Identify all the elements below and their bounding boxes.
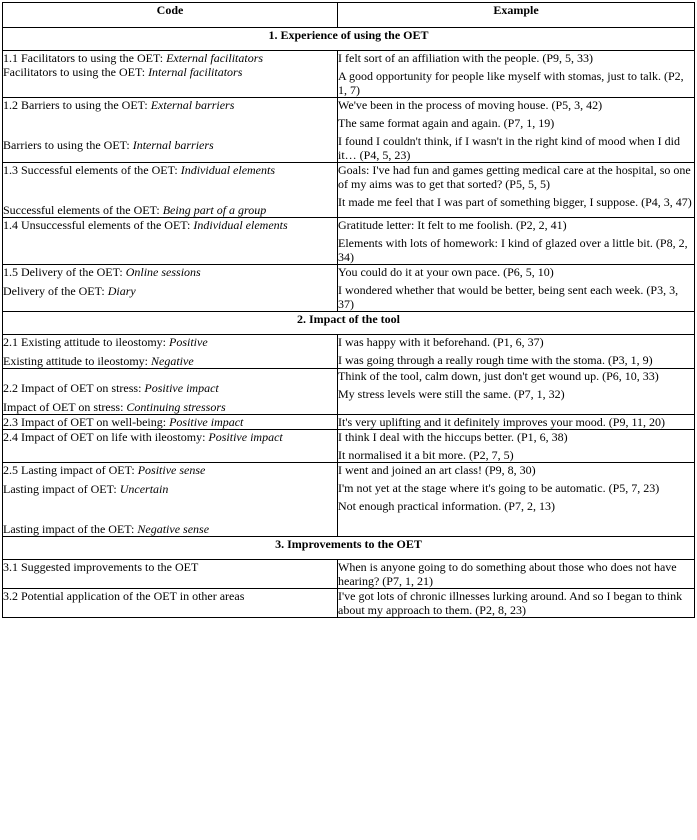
code-prefix: 2.3 Impact of OET on well-being: bbox=[3, 415, 170, 429]
table-row bbox=[3, 589, 695, 618]
example-quote: You could do it at your own pace. (P6, 5, 10) bbox=[338, 265, 554, 279]
code-subtheme: Negative bbox=[151, 354, 194, 368]
code-subtheme: External barriers bbox=[150, 98, 235, 112]
code-line bbox=[3, 482, 337, 496]
table-row bbox=[3, 369, 695, 415]
example-quote: Gratitude letter: It felt to me foolish. (P2, 2, 41) bbox=[338, 218, 567, 232]
header-example: Example bbox=[338, 3, 695, 28]
example-cell bbox=[338, 415, 695, 430]
code-prefix: Successful elements of the OET: bbox=[3, 203, 163, 217]
example-cell bbox=[338, 369, 695, 415]
header-row bbox=[3, 3, 695, 28]
code-prefix: Facilitators to using the OET: bbox=[3, 65, 149, 79]
table-row bbox=[3, 430, 695, 463]
table-row bbox=[3, 415, 695, 430]
example-cell bbox=[338, 265, 695, 312]
code-subtheme: Internal facilitators bbox=[148, 65, 243, 79]
code-cell bbox=[3, 463, 338, 537]
code-prefix: Barriers to using the OET: bbox=[3, 138, 133, 152]
code-line bbox=[3, 65, 337, 79]
table-row bbox=[3, 335, 695, 369]
section-title: 3. Improvements to the OET bbox=[3, 537, 695, 560]
code-line bbox=[3, 265, 337, 279]
code-line bbox=[3, 589, 337, 603]
code-subtheme: Internal barriers bbox=[132, 138, 214, 152]
example-quote: Not enough practical information. (P7, 2, 13) bbox=[338, 499, 555, 513]
code-subtheme: Diary bbox=[107, 284, 136, 298]
table-row bbox=[3, 218, 695, 265]
code-cell bbox=[3, 369, 338, 415]
example-quote: I was going through a really rough time with the stoma. (P3, 1, 9) bbox=[338, 353, 653, 367]
code-line bbox=[3, 218, 337, 232]
code-cell bbox=[3, 589, 338, 618]
code-prefix: 1.5 Delivery of the OET: bbox=[3, 265, 126, 279]
code-subtheme: Negative sense bbox=[137, 522, 210, 536]
code-prefix: 1.3 Successful elements of the OET: bbox=[3, 163, 181, 177]
table-row bbox=[3, 98, 695, 163]
code-prefix: Delivery of the OET: bbox=[3, 284, 108, 298]
code-line bbox=[3, 51, 337, 65]
code-prefix: 3.2 Potential application of the OET in other areas bbox=[3, 589, 245, 603]
example-quote: I went and joined an art class! (P9, 8, 30) bbox=[338, 463, 536, 477]
example-cell bbox=[338, 463, 695, 537]
section-row bbox=[3, 312, 695, 335]
example-quote: I've got lots of chronic illnesses lurking around. And so I began to think about my approach to them. (P2, 8, 23) bbox=[338, 589, 683, 617]
section-row bbox=[3, 537, 695, 560]
code-cell bbox=[3, 415, 338, 430]
spacer bbox=[3, 496, 337, 522]
example-quote: Goals: I've had fun and games getting medical care at the hospital, so one of my aims was to get that sorted? (P5, 5, 5) bbox=[338, 163, 691, 191]
example-cell bbox=[338, 560, 695, 589]
example-quote: My stress levels were still the same. (P7, 1, 32) bbox=[338, 387, 565, 401]
code-line bbox=[3, 203, 337, 217]
code-line bbox=[3, 522, 337, 536]
code-subtheme: Positive sense bbox=[137, 463, 206, 477]
example-cell bbox=[338, 218, 695, 265]
table-row bbox=[3, 463, 695, 537]
spacer bbox=[3, 112, 337, 138]
code-line bbox=[3, 138, 337, 152]
code-subtheme: Positive bbox=[169, 335, 208, 349]
code-subtheme: Positive impact bbox=[169, 415, 244, 429]
code-cell bbox=[3, 163, 338, 218]
code-cell bbox=[3, 51, 338, 98]
code-cell bbox=[3, 218, 338, 265]
example-quote: When is anyone going to do something about those who does not have hearing? (P7, 1, 21) bbox=[338, 560, 677, 588]
code-prefix: 2.4 Impact of OET on life with ileostomy: bbox=[3, 430, 209, 444]
code-cell bbox=[3, 98, 338, 163]
code-prefix: 2.5 Lasting impact of OET: bbox=[3, 463, 138, 477]
example-quote: Elements with lots of homework: I kind of glazed over a little bit. (P8, 2, 34) bbox=[338, 236, 688, 264]
code-subtheme: Individual elements bbox=[193, 218, 288, 232]
example-cell bbox=[338, 335, 695, 369]
code-line bbox=[3, 354, 337, 368]
section-title: 1. Experience of using the OET bbox=[3, 28, 695, 51]
code-cell bbox=[3, 560, 338, 589]
table-row bbox=[3, 163, 695, 218]
coding-table bbox=[2, 2, 695, 618]
code-subtheme: Uncertain bbox=[119, 482, 169, 496]
example-quote: It normalised it a bit more. (P2, 7, 5) bbox=[338, 448, 514, 462]
code-line bbox=[3, 284, 337, 298]
code-prefix: Existing attitude to ileostomy: bbox=[3, 354, 151, 368]
code-prefix: 2.1 Existing attitude to ileostomy: bbox=[3, 335, 169, 349]
section-title: 2. Impact of the tool bbox=[3, 312, 695, 335]
code-line bbox=[3, 400, 337, 414]
code-prefix: 3.1 Suggested improvements to the OET bbox=[3, 560, 199, 574]
example-cell bbox=[338, 430, 695, 463]
code-prefix: 1.4 Unsuccessful elements of the OET: bbox=[3, 218, 194, 232]
code-prefix: 2.2 Impact of OET on stress: bbox=[3, 381, 145, 395]
example-cell bbox=[338, 98, 695, 163]
code-line bbox=[3, 430, 337, 444]
example-quote: I think I deal with the hiccups better. (P1, 6, 38) bbox=[338, 430, 568, 444]
table-row bbox=[3, 265, 695, 312]
code-subtheme: Continuing stressors bbox=[126, 400, 226, 414]
section-row bbox=[3, 28, 695, 51]
example-cell bbox=[338, 589, 695, 618]
example-cell bbox=[338, 51, 695, 98]
code-subtheme: Individual elements bbox=[180, 163, 276, 177]
code-line bbox=[3, 335, 337, 349]
code-prefix: Lasting impact of the OET: bbox=[3, 522, 138, 536]
code-prefix: 1.1 Facilitators to using the OET: bbox=[3, 51, 167, 65]
example-quote: It made me feel that I was part of something bigger, I suppose. (P4, 3, 47) bbox=[338, 195, 692, 209]
code-prefix: Impact of OET on stress: bbox=[3, 400, 127, 414]
code-cell bbox=[3, 265, 338, 312]
code-line bbox=[3, 163, 337, 177]
code-subtheme: Positive impact bbox=[144, 381, 219, 395]
header-code: Code bbox=[3, 3, 338, 28]
code-subtheme: External facilitators bbox=[166, 51, 264, 65]
code-line bbox=[3, 415, 337, 429]
example-quote: The same format again and again. (P7, 1, 19) bbox=[338, 116, 555, 130]
example-quote: Think of the tool, calm down, just don't get wound up. (P6, 10, 33) bbox=[338, 369, 659, 383]
code-prefix: Lasting impact of OET: bbox=[3, 482, 120, 496]
example-quote: I found I couldn't think, if I wasn't in the right kind of mood when I did it… (P4, 5, 23) bbox=[338, 134, 680, 162]
code-line bbox=[3, 98, 337, 112]
example-cell bbox=[338, 163, 695, 218]
table-row bbox=[3, 560, 695, 589]
code-subtheme: Being part of a group bbox=[162, 203, 267, 217]
example-quote: I was happy with it beforehand. (P1, 6, 37) bbox=[338, 335, 544, 349]
spacer bbox=[3, 369, 337, 381]
code-cell bbox=[3, 335, 338, 369]
example-quote: I'm not yet at the stage where it's going to be automatic. (P5, 7, 23) bbox=[338, 481, 660, 495]
example-quote: It's very uplifting and it definitely improves your mood. (P9, 11, 20) bbox=[338, 415, 666, 429]
table-row bbox=[3, 51, 695, 98]
spacer bbox=[3, 177, 337, 203]
code-line bbox=[3, 381, 337, 395]
code-line bbox=[3, 560, 337, 574]
example-quote: I felt sort of an affiliation with the people. (P9, 5, 33) bbox=[338, 51, 594, 65]
code-subtheme: Online sessions bbox=[125, 265, 201, 279]
example-quote: I wondered whether that would be better, being sent each week. (P3, 3, 37) bbox=[338, 283, 679, 311]
code-cell bbox=[3, 430, 338, 463]
code-line bbox=[3, 463, 337, 477]
code-prefix: 1.2 Barriers to using the OET: bbox=[3, 98, 151, 112]
example-quote: A good opportunity for people like myself with stomas, just to talk. (P2, 1, 7) bbox=[338, 69, 684, 97]
code-subtheme: Positive impact bbox=[208, 430, 283, 444]
example-quote: We've been in the process of moving house. (P5, 3, 42) bbox=[338, 98, 603, 112]
